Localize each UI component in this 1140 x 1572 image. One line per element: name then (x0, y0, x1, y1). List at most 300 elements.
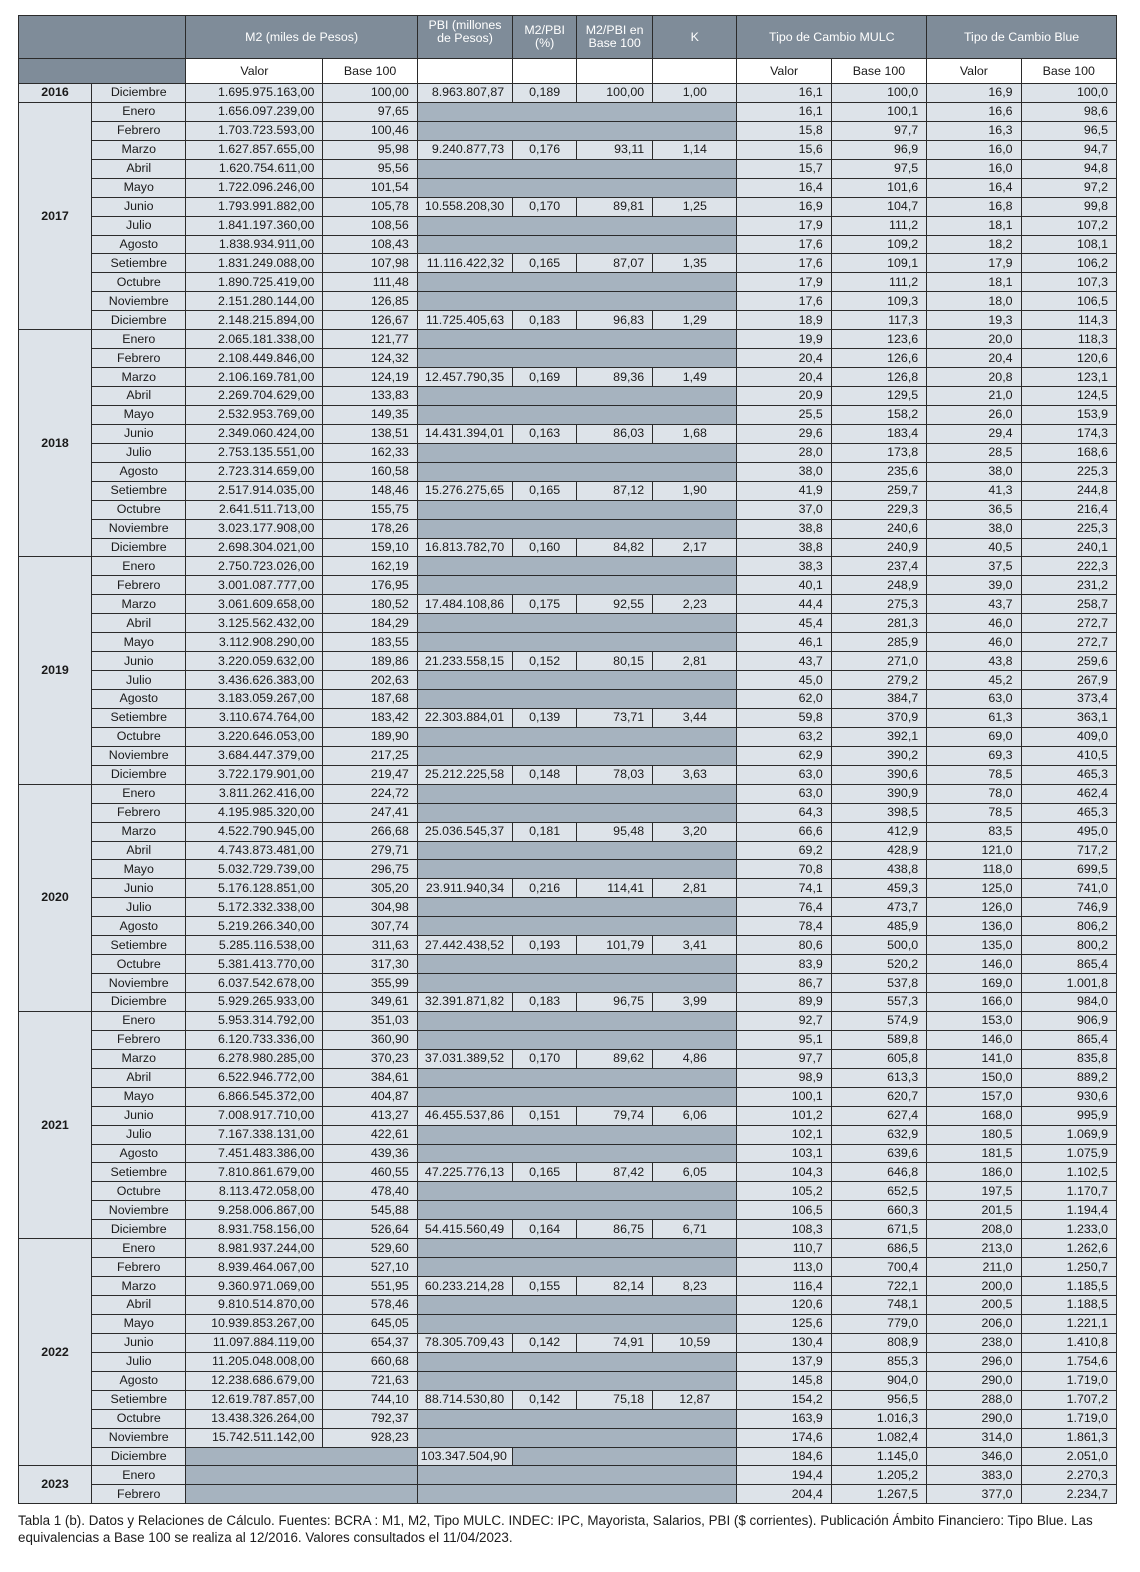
m2-valor-cell: 8.939.464.067,00 (186, 1258, 323, 1277)
m2-valor-cell: 2.269.704.629,00 (186, 387, 323, 406)
blue-base100-cell: 153,9 (1021, 405, 1116, 424)
blue-valor-cell: 383,0 (927, 1466, 1021, 1485)
blue-valor-cell: 38,0 (927, 519, 1021, 538)
blue-valor-cell: 18,1 (927, 273, 1021, 292)
mulc-valor-cell: 110,7 (737, 1239, 831, 1258)
k-cell: 6,71 (653, 1220, 737, 1239)
blue-valor-cell: 125,0 (927, 879, 1021, 898)
blue-valor-cell: 200,0 (927, 1277, 1021, 1296)
table-row (19, 727, 1117, 746)
blue-valor-cell: 78,5 (927, 765, 1021, 784)
subheader-m2-valor: Valor (186, 59, 323, 84)
mulc-valor-cell: 63,2 (737, 727, 831, 746)
table-row (19, 1447, 1117, 1466)
k-cell: 3,63 (653, 765, 737, 784)
m2-base100-cell: 305,20 (323, 879, 417, 898)
month-cell: Noviembre (92, 1201, 186, 1220)
m2pbi-base100-cell: 82,14 (577, 1277, 653, 1296)
m2-base100-cell: 133,83 (323, 387, 417, 406)
month-cell: Julio (92, 1125, 186, 1144)
blue-base100-cell: 231,2 (1021, 576, 1116, 595)
k-cell: 6,06 (653, 1106, 737, 1125)
table-row (19, 1296, 1117, 1315)
m2pbi-base100-cell: 89,36 (577, 368, 653, 387)
blue-base100-cell: 835,8 (1021, 1049, 1116, 1068)
mulc-base100-cell: 97,5 (831, 159, 926, 178)
m2-base100-cell: 183,42 (323, 708, 417, 727)
subheader-empty (417, 59, 512, 84)
m2-valor-cell: 2.349.060.424,00 (186, 424, 323, 443)
m2pbi-base100-cell: 79,74 (577, 1106, 653, 1125)
month-cell: Octubre (92, 1409, 186, 1428)
k-cell: 1,00 (653, 84, 737, 103)
mulc-base100-cell: 808,9 (831, 1333, 926, 1352)
mulc-valor-cell: 204,4 (737, 1485, 831, 1504)
empty-cell (417, 1011, 737, 1030)
header-blue: Tipo de Cambio Blue (927, 16, 1117, 59)
mulc-base100-cell: 904,0 (831, 1371, 926, 1390)
m2pbi-cell: 0,164 (513, 1220, 577, 1239)
empty-cell (417, 633, 737, 652)
month-cell: Julio (92, 1352, 186, 1371)
m2-base100-cell: 101,54 (323, 178, 417, 197)
year-cell: 2020 (19, 784, 92, 1011)
m2-valor-cell: 7.167.338.131,00 (186, 1125, 323, 1144)
blue-base100-cell: 107,3 (1021, 273, 1116, 292)
blue-valor-cell: 16,3 (927, 121, 1021, 140)
m2-valor-cell: 2.106.169.781,00 (186, 368, 323, 387)
blue-base100-cell: 717,2 (1021, 841, 1116, 860)
mulc-base100-cell: 1.082,4 (831, 1428, 926, 1447)
m2-base100-cell: 478,40 (323, 1182, 417, 1201)
month-cell: Octubre (92, 500, 186, 519)
month-cell: Diciembre (92, 538, 186, 557)
blue-base100-cell: 373,4 (1021, 690, 1116, 709)
blue-valor-cell: 41,3 (927, 481, 1021, 500)
m2-base100-cell: 97,65 (323, 102, 417, 121)
m2-valor-cell: 6.278.980.285,00 (186, 1049, 323, 1068)
mulc-valor-cell: 45,0 (737, 671, 831, 690)
month-cell: Octubre (92, 727, 186, 746)
m2pbi-cell: 0,139 (513, 708, 577, 727)
empty-cell (417, 292, 737, 311)
table-row (19, 84, 1117, 103)
mulc-valor-cell: 59,8 (737, 708, 831, 727)
mulc-valor-cell: 19,9 (737, 330, 831, 349)
month-cell: Febrero (92, 1258, 186, 1277)
pbi-cell: 23.911.940,34 (417, 879, 512, 898)
month-cell: Febrero (92, 121, 186, 140)
m2-base100-cell: 551,95 (323, 1277, 417, 1296)
table-row (19, 708, 1117, 727)
table-row (19, 557, 1117, 576)
month-cell: Diciembre (92, 1220, 186, 1239)
k-cell: 2,81 (653, 879, 737, 898)
m2-valor-cell: 1.620.754.611,00 (186, 159, 323, 178)
m2-valor-cell: 6.037.542.678,00 (186, 974, 323, 993)
mulc-valor-cell: 97,7 (737, 1049, 831, 1068)
month-cell: Noviembre (92, 746, 186, 765)
m2-base100-cell: 304,98 (323, 898, 417, 917)
empty-cell (417, 1125, 737, 1144)
empty-cell (417, 614, 737, 633)
empty-cell (417, 1296, 737, 1315)
table-row (19, 576, 1117, 595)
mulc-base100-cell: 271,0 (831, 652, 926, 671)
m2pbi-base100-cell: 87,12 (577, 481, 653, 500)
mulc-valor-cell: 45,4 (737, 614, 831, 633)
month-cell: Junio (92, 1106, 186, 1125)
table-row (19, 746, 1117, 765)
table-row (19, 917, 1117, 936)
m2-base100-cell: 317,30 (323, 955, 417, 974)
mulc-valor-cell: 106,5 (737, 1201, 831, 1220)
blue-base100-cell: 1.185,5 (1021, 1277, 1116, 1296)
m2-valor-cell: 1.841.197.360,00 (186, 216, 323, 235)
m2pbi-cell: 0,152 (513, 652, 577, 671)
mulc-valor-cell: 63,0 (737, 784, 831, 803)
mulc-base100-cell: 520,2 (831, 955, 926, 974)
mulc-base100-cell: 613,3 (831, 1068, 926, 1087)
blue-valor-cell: 146,0 (927, 1030, 1021, 1049)
month-cell: Octubre (92, 1182, 186, 1201)
blue-base100-cell: 746,9 (1021, 898, 1116, 917)
month-cell: Enero (92, 1466, 186, 1485)
m2pbi-cell: 0,170 (513, 197, 577, 216)
empty-cell (417, 1239, 737, 1258)
table-row (19, 974, 1117, 993)
m2-valor-cell: 2.698.304.021,00 (186, 538, 323, 557)
mulc-base100-cell: 537,8 (831, 974, 926, 993)
m2pbi-base100-cell: 78,03 (577, 765, 653, 784)
m2pbi-cell: 0,181 (513, 822, 577, 841)
blue-valor-cell: 21,0 (927, 387, 1021, 406)
m2-valor-cell: 2.517.914.035,00 (186, 481, 323, 500)
m2-base100-cell: 162,33 (323, 443, 417, 462)
blue-base100-cell: 806,2 (1021, 917, 1116, 936)
month-cell: Agosto (92, 235, 186, 254)
blue-valor-cell: 238,0 (927, 1333, 1021, 1352)
blue-valor-cell: 18,0 (927, 292, 1021, 311)
table-row (19, 1314, 1117, 1333)
m2pbi-base100-cell: 92,55 (577, 595, 653, 614)
blue-valor-cell: 153,0 (927, 1011, 1021, 1030)
m2-base100-cell: 645,05 (323, 1314, 417, 1333)
data-table (18, 15, 1117, 1504)
m2-base100-cell: 149,35 (323, 405, 417, 424)
blue-valor-cell: 63,0 (927, 690, 1021, 709)
k-cell: 1,90 (653, 481, 737, 500)
blue-base100-cell: 1.250,7 (1021, 1258, 1116, 1277)
month-cell: Enero (92, 102, 186, 121)
month-cell: Mayo (92, 1314, 186, 1333)
blue-base100-cell: 1.075,9 (1021, 1144, 1116, 1163)
month-cell: Diciembre (92, 765, 186, 784)
year-cell: 2017 (19, 102, 92, 329)
m2-base100-cell: 384,61 (323, 1068, 417, 1087)
m2pbi-base100-cell: 80,15 (577, 652, 653, 671)
k-cell: 1,14 (653, 140, 737, 159)
mulc-base100-cell: 748,1 (831, 1296, 926, 1315)
m2-base100-cell: 100,46 (323, 121, 417, 140)
blue-valor-cell: 16,0 (927, 140, 1021, 159)
month-cell: Marzo (92, 368, 186, 387)
mulc-base100-cell: 660,3 (831, 1201, 926, 1220)
m2-base100-cell: 928,23 (323, 1428, 417, 1447)
table-row (19, 500, 1117, 519)
table-row (19, 955, 1117, 974)
month-cell: Setiembre (92, 1163, 186, 1182)
m2pbi-cell: 0,151 (513, 1106, 577, 1125)
blue-base100-cell: 114,3 (1021, 311, 1116, 330)
pbi-cell: 12.457.790,35 (417, 368, 512, 387)
pbi-cell: 22.303.884,01 (417, 708, 512, 727)
month-cell: Setiembre (92, 936, 186, 955)
m2-valor-cell: 5.032.729.739,00 (186, 860, 323, 879)
pbi-cell: 46.455.537,86 (417, 1106, 512, 1125)
m2-base100-cell: 654,37 (323, 1333, 417, 1352)
blue-base100-cell: 800,2 (1021, 936, 1116, 955)
mulc-base100-cell: 237,4 (831, 557, 926, 576)
m2-base100-cell: 108,43 (323, 235, 417, 254)
m2-valor-cell: 1.793.991.882,00 (186, 197, 323, 216)
mulc-base100-cell: 101,6 (831, 178, 926, 197)
m2-base100-cell: 578,46 (323, 1296, 417, 1315)
blue-valor-cell: 211,0 (927, 1258, 1021, 1277)
month-cell: Junio (92, 652, 186, 671)
table-row (19, 860, 1117, 879)
m2-valor-cell: 15.742.511.142,00 (186, 1428, 323, 1447)
mulc-valor-cell: 103,1 (737, 1144, 831, 1163)
m2-valor-cell: 2.753.135.551,00 (186, 443, 323, 462)
blue-base100-cell: 240,1 (1021, 538, 1116, 557)
mulc-valor-cell: 16,4 (737, 178, 831, 197)
subheader-blue-base100: Base 100 (1021, 59, 1116, 84)
empty-cell (417, 841, 737, 860)
m2-valor-cell: 4.743.873.481,00 (186, 841, 323, 860)
month-cell: Mayo (92, 178, 186, 197)
mulc-valor-cell: 20,9 (737, 387, 831, 406)
blue-valor-cell: 157,0 (927, 1087, 1021, 1106)
month-cell: Setiembre (92, 481, 186, 500)
mulc-valor-cell: 20,4 (737, 368, 831, 387)
empty-cell (417, 1409, 737, 1428)
pbi-cell: 16.813.782,70 (417, 538, 512, 557)
year-cell: 2016 (19, 84, 92, 103)
subheader-m2-base100: Base 100 (323, 59, 417, 84)
blue-valor-cell: 43,8 (927, 652, 1021, 671)
mulc-base100-cell: 240,9 (831, 538, 926, 557)
m2-valor-cell: 8.931.758.156,00 (186, 1220, 323, 1239)
table-row (19, 1220, 1117, 1239)
month-cell: Junio (92, 424, 186, 443)
m2-valor-cell: 2.750.723.026,00 (186, 557, 323, 576)
mulc-base100-cell: 1.205,2 (831, 1466, 926, 1485)
blue-valor-cell: 296,0 (927, 1352, 1021, 1371)
blue-base100-cell: 865,4 (1021, 955, 1116, 974)
mulc-valor-cell: 100,1 (737, 1087, 831, 1106)
m2-valor-cell: 3.436.626.383,00 (186, 671, 323, 690)
m2pbi-cell: 0,165 (513, 254, 577, 273)
mulc-valor-cell: 29,6 (737, 424, 831, 443)
blue-base100-cell: 865,4 (1021, 1030, 1116, 1049)
m2-valor-cell: 9.360.971.069,00 (186, 1277, 323, 1296)
month-cell: Mayo (92, 860, 186, 879)
blue-base100-cell: 272,7 (1021, 633, 1116, 652)
empty-cell (417, 1087, 737, 1106)
blue-base100-cell: 1.069,9 (1021, 1125, 1116, 1144)
blue-valor-cell: 69,3 (927, 746, 1021, 765)
month-cell: Enero (92, 557, 186, 576)
header-mulc: Tipo de Cambio MULC (737, 16, 927, 59)
mulc-base100-cell: 235,6 (831, 462, 926, 481)
blue-base100-cell: 1.102,5 (1021, 1163, 1116, 1182)
blue-base100-cell: 1.221,1 (1021, 1314, 1116, 1333)
empty-cell (417, 974, 737, 993)
m2pbi-base100-cell: 75,18 (577, 1390, 653, 1409)
mulc-base100-cell: 275,3 (831, 595, 926, 614)
blue-base100-cell: 889,2 (1021, 1068, 1116, 1087)
table-row (19, 538, 1117, 557)
mulc-valor-cell: 15,7 (737, 159, 831, 178)
mulc-valor-cell: 95,1 (737, 1030, 831, 1049)
m2-base100-cell: 183,55 (323, 633, 417, 652)
table-row (19, 652, 1117, 671)
mulc-valor-cell: 184,6 (737, 1447, 831, 1466)
blue-base100-cell: 94,8 (1021, 159, 1116, 178)
blue-valor-cell: 36,5 (927, 500, 1021, 519)
m2-base100-cell: 187,68 (323, 690, 417, 709)
mulc-valor-cell: 83,9 (737, 955, 831, 974)
m2pbi-base100-cell: 96,75 (577, 993, 653, 1012)
blue-base100-cell: 363,1 (1021, 708, 1116, 727)
blue-valor-cell: 314,0 (927, 1428, 1021, 1447)
empty-cell (417, 576, 737, 595)
table-row (19, 159, 1117, 178)
k-cell: 1,25 (653, 197, 737, 216)
mulc-base100-cell: 173,8 (831, 443, 926, 462)
blue-valor-cell: 20,0 (927, 330, 1021, 349)
pbi-cell: 9.240.877,73 (417, 140, 512, 159)
pbi-cell: 103.347.504,90 (417, 1447, 512, 1466)
m2pbi-cell: 0,160 (513, 538, 577, 557)
m2-valor-cell: 11.097.884.119,00 (186, 1333, 323, 1352)
blue-valor-cell: 16,0 (927, 159, 1021, 178)
table-row (19, 1030, 1117, 1049)
mulc-valor-cell: 137,9 (737, 1352, 831, 1371)
month-cell: Mayo (92, 1087, 186, 1106)
empty-cell (513, 1447, 737, 1466)
mulc-valor-cell: 16,1 (737, 102, 831, 121)
table-row (19, 1087, 1117, 1106)
m2-valor-cell: 1.722.096.246,00 (186, 178, 323, 197)
mulc-valor-cell: 16,1 (737, 84, 831, 103)
table-row (19, 898, 1117, 917)
mulc-valor-cell: 80,6 (737, 936, 831, 955)
blue-valor-cell: 290,0 (927, 1371, 1021, 1390)
mulc-base100-cell: 129,5 (831, 387, 926, 406)
m2-valor-cell: 3.684.447.379,00 (186, 746, 323, 765)
blue-base100-cell: 906,9 (1021, 1011, 1116, 1030)
table-row (19, 1182, 1117, 1201)
month-cell: Enero (92, 784, 186, 803)
header-m2: M2 (miles de Pesos) (186, 16, 417, 59)
m2pbi-cell: 0,189 (513, 84, 577, 103)
blue-base100-cell: 495,0 (1021, 822, 1116, 841)
blue-base100-cell: 1.410,8 (1021, 1333, 1116, 1352)
k-cell: 2,81 (653, 652, 737, 671)
m2-valor-cell: 13.438.326.264,00 (186, 1409, 323, 1428)
blue-valor-cell: 43,7 (927, 595, 1021, 614)
m2-valor-cell: 2.148.215.894,00 (186, 311, 323, 330)
table-row (19, 235, 1117, 254)
mulc-valor-cell: 38,8 (737, 519, 831, 538)
m2-base100-cell: 108,56 (323, 216, 417, 235)
m2-base100-cell: 124,19 (323, 368, 417, 387)
mulc-valor-cell: 38,0 (737, 462, 831, 481)
table-row (19, 197, 1117, 216)
mulc-valor-cell: 145,8 (737, 1371, 831, 1390)
m2pbi-cell: 0,165 (513, 481, 577, 500)
m2-valor-cell: 1.656.097.239,00 (186, 102, 323, 121)
mulc-valor-cell: 120,6 (737, 1296, 831, 1315)
m2-base100-cell: 460,55 (323, 1163, 417, 1182)
m2pbi-cell: 0,170 (513, 1049, 577, 1068)
blue-valor-cell: 83,5 (927, 822, 1021, 841)
blue-valor-cell: 126,0 (927, 898, 1021, 917)
mulc-valor-cell: 104,3 (737, 1163, 831, 1182)
mulc-valor-cell: 38,3 (737, 557, 831, 576)
m2pbi-base100-cell: 74,91 (577, 1333, 653, 1352)
blue-valor-cell: 201,5 (927, 1201, 1021, 1220)
blue-valor-cell: 16,4 (927, 178, 1021, 197)
blue-valor-cell: 121,0 (927, 841, 1021, 860)
m2-valor-cell: 6.120.733.336,00 (186, 1030, 323, 1049)
mulc-valor-cell: 154,2 (737, 1390, 831, 1409)
mulc-base100-cell: 485,9 (831, 917, 926, 936)
empty-cell (417, 178, 737, 197)
k-cell: 12,87 (653, 1390, 737, 1409)
m2-base100-cell: 360,90 (323, 1030, 417, 1049)
m2-base100-cell: 178,26 (323, 519, 417, 538)
m2-valor-cell: 6.522.946.772,00 (186, 1068, 323, 1087)
blue-valor-cell: 118,0 (927, 860, 1021, 879)
mulc-base100-cell: 574,9 (831, 1011, 926, 1030)
month-cell: Agosto (92, 690, 186, 709)
month-cell: Octubre (92, 273, 186, 292)
empty-cell (417, 349, 737, 368)
m2-base100-cell: 413,27 (323, 1106, 417, 1125)
blue-valor-cell: 69,0 (927, 727, 1021, 746)
m2-valor-cell: 5.929.265.933,00 (186, 993, 323, 1012)
k-cell: 3,44 (653, 708, 737, 727)
blue-base100-cell: 258,7 (1021, 595, 1116, 614)
pbi-cell: 17.484.108,86 (417, 595, 512, 614)
blue-valor-cell: 61,3 (927, 708, 1021, 727)
month-cell: Abril (92, 614, 186, 633)
blue-valor-cell: 37,5 (927, 557, 1021, 576)
mulc-base100-cell: 412,9 (831, 822, 926, 841)
table-row (19, 330, 1117, 349)
m2-valor-cell: 1.703.723.593,00 (186, 121, 323, 140)
empty-cell (417, 1258, 737, 1277)
mulc-base100-cell: 384,7 (831, 690, 926, 709)
pbi-cell: 78.305.709,43 (417, 1333, 512, 1352)
m2pbi-base100-cell: 95,48 (577, 822, 653, 841)
mulc-valor-cell: 66,6 (737, 822, 831, 841)
mulc-base100-cell: 589,8 (831, 1030, 926, 1049)
month-cell: Abril (92, 159, 186, 178)
